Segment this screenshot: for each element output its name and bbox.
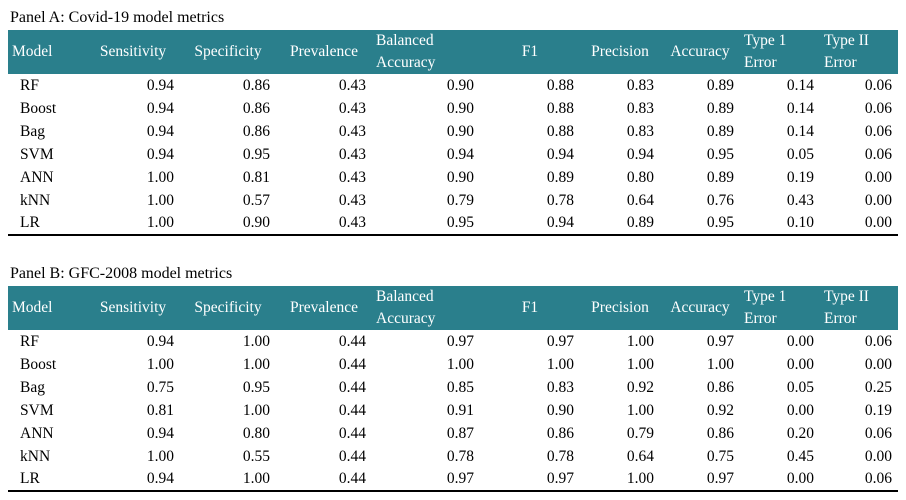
cell-accuracy: 0.89 [706, 168, 734, 186]
cell-specificity: 0.55 [242, 447, 270, 465]
cell-type2-error: 0.06 [864, 145, 892, 163]
cell-f1: 0.97 [480, 468, 580, 491]
cell-f1: 0.89 [546, 168, 574, 186]
cell-prevalence: 0.43 [338, 145, 366, 163]
cell-sensitivity: 1.00 [146, 447, 174, 465]
cell-type1-error: 0.43 [786, 191, 814, 209]
col-header-f1: F1 [521, 43, 539, 60]
header-row [8, 286, 898, 330]
cell-specificity: 1.00 [242, 355, 270, 373]
panel-b-body [8, 330, 898, 491]
cell-balanced-accuracy: 0.90 [446, 99, 474, 117]
cell-type2-error: 0.06 [864, 122, 892, 140]
cell-model: LR [8, 468, 86, 491]
cell-prevalence: 0.43 [338, 191, 366, 209]
cell-f1: 0.88 [546, 122, 574, 140]
cell-model: ANN [20, 168, 54, 186]
col-header-specificity: Specificity [194, 299, 262, 316]
cell-model: ANN [20, 424, 54, 442]
cell-prevalence: 0.43 [338, 168, 366, 186]
cell-specificity: 0.95 [242, 378, 270, 396]
table-row [8, 74, 898, 97]
col-header-model: Model [12, 43, 53, 60]
cell-sensitivity: 0.94 [146, 99, 174, 117]
cell-type1-error: 0.10 [740, 212, 820, 235]
table-row [8, 376, 898, 399]
col-header-model: Model [12, 299, 53, 316]
cell-prevalence: 0.44 [338, 332, 366, 350]
col-header-accuracy: Accuracy [670, 299, 730, 316]
cell-balanced-accuracy: 0.79 [446, 191, 474, 209]
type1-line1: Type 1 [744, 32, 787, 49]
cell-accuracy: 0.89 [706, 76, 734, 94]
cell-model: LR [8, 212, 86, 235]
cell-accuracy: 0.86 [706, 378, 734, 396]
type1-line2: Error [744, 310, 777, 327]
cell-balanced-accuracy: 0.95 [372, 212, 480, 235]
cell-model: RF [20, 332, 39, 350]
cell-precision: 0.64 [626, 447, 654, 465]
col-header-type1-error [740, 286, 820, 330]
cell-model: kNN [20, 191, 51, 209]
col-header-precision: Precision [591, 299, 649, 316]
col-header-type1-error [740, 30, 820, 74]
cell-f1: 0.88 [546, 76, 574, 94]
cell-f1: 1.00 [546, 355, 574, 373]
cell-type1-error: 0.00 [786, 355, 814, 373]
cell-specificity: 0.86 [242, 76, 270, 94]
cell-f1: 0.97 [546, 332, 574, 350]
cell-model: Bag [20, 122, 45, 140]
cell-balanced-accuracy: 0.90 [446, 168, 474, 186]
cell-sensitivity: 1.00 [146, 355, 174, 373]
cell-f1: 0.90 [546, 401, 574, 419]
panel-a-title: Panel A: Covid-19 model metrics [10, 9, 225, 26]
cell-balanced-accuracy: 0.94 [446, 145, 474, 163]
panel-b [8, 262, 898, 492]
cell-precision: 0.83 [626, 76, 654, 94]
cell-type1-error: 0.14 [786, 99, 814, 117]
cell-sensitivity: 0.94 [146, 122, 174, 140]
cell-type1-error: 0.20 [786, 424, 814, 442]
cell-f1: 0.94 [546, 145, 574, 163]
cell-prevalence: 0.44 [338, 424, 366, 442]
cell-sensitivity: 0.94 [146, 424, 174, 442]
cell-specificity: 0.90 [180, 212, 276, 235]
cell-precision: 1.00 [626, 355, 654, 373]
table-row [8, 120, 898, 143]
table-row [8, 189, 898, 212]
cell-prevalence: 0.44 [338, 447, 366, 465]
cell-balanced-accuracy: 0.90 [446, 76, 474, 94]
cell-type2-error: 0.00 [864, 168, 892, 186]
table-row [8, 468, 898, 491]
cell-balanced-accuracy: 0.85 [446, 378, 474, 396]
cell-accuracy: 0.95 [706, 145, 734, 163]
cell-precision: 0.94 [626, 145, 654, 163]
cell-type2-error: 0.25 [864, 378, 892, 396]
cell-specificity: 0.81 [242, 168, 270, 186]
balanced-line1: Balanced [376, 32, 434, 49]
cell-prevalence: 0.44 [338, 378, 366, 396]
cell-prevalence: 0.43 [338, 76, 366, 94]
cell-sensitivity: 0.75 [146, 378, 174, 396]
balanced-line1: Balanced [376, 288, 434, 305]
cell-balanced-accuracy: 0.97 [372, 468, 480, 491]
cell-type1-error: 0.05 [786, 378, 814, 396]
type2-line1: Type II [824, 288, 869, 305]
table-row [8, 143, 898, 166]
header-row [8, 30, 898, 74]
table-row [8, 97, 898, 120]
col-header-balanced-accuracy [372, 30, 480, 74]
type2-line1: Type II [824, 32, 869, 49]
col-header-specificity: Specificity [194, 43, 262, 60]
cell-type1-error: 0.05 [786, 145, 814, 163]
cell-type1-error: 0.45 [786, 447, 814, 465]
table-row [8, 399, 898, 422]
type2-line2: Error [824, 54, 857, 71]
cell-f1: 0.78 [546, 191, 574, 209]
type1-line2: Error [744, 54, 777, 71]
cell-prevalence: 0.43 [276, 212, 372, 235]
cell-type2-error: 0.06 [864, 424, 892, 442]
cell-type2-error: 0.00 [864, 355, 892, 373]
cell-precision: 0.79 [626, 424, 654, 442]
col-header-f1: F1 [521, 299, 539, 316]
cell-type2-error: 0.06 [864, 99, 892, 117]
cell-balanced-accuracy: 0.90 [446, 122, 474, 140]
cell-specificity: 1.00 [180, 468, 276, 491]
cell-precision: 0.83 [626, 99, 654, 117]
cell-model: RF [20, 76, 39, 94]
panel-a [8, 6, 898, 236]
col-header-sensitivity: Sensitivity [99, 43, 167, 60]
cell-accuracy: 0.97 [706, 332, 734, 350]
cell-precision: 0.80 [626, 168, 654, 186]
cell-accuracy: 0.89 [706, 122, 734, 140]
cell-sensitivity: 0.81 [146, 401, 174, 419]
col-header-sensitivity: Sensitivity [99, 299, 167, 316]
cell-accuracy: 1.00 [706, 355, 734, 373]
cell-sensitivity: 0.94 [86, 468, 180, 491]
cell-balanced-accuracy: 1.00 [446, 355, 474, 373]
col-header-type2-error [820, 286, 898, 330]
table-row [8, 166, 898, 189]
cell-balanced-accuracy: 0.78 [446, 447, 474, 465]
cell-precision: 1.00 [580, 468, 660, 491]
col-header-precision: Precision [591, 43, 649, 60]
cell-model: Boost [20, 355, 57, 373]
cell-type1-error: 0.19 [786, 168, 814, 186]
cell-f1: 0.83 [546, 378, 574, 396]
cell-specificity: 1.00 [242, 401, 270, 419]
cell-sensitivity: 1.00 [86, 212, 180, 235]
cell-model: Bag [20, 378, 45, 396]
balanced-line2: Accuracy [376, 310, 436, 327]
table-row [8, 422, 898, 445]
cell-precision: 0.92 [626, 378, 654, 396]
cell-type2-error: 0.00 [864, 447, 892, 465]
cell-specificity: 0.86 [242, 122, 270, 140]
col-header-prevalence: Prevalence [290, 299, 358, 316]
table-row [8, 353, 898, 376]
cell-f1: 0.78 [546, 447, 574, 465]
cell-accuracy: 0.97 [660, 468, 740, 491]
cell-sensitivity: 0.94 [146, 332, 174, 350]
cell-model: kNN [20, 447, 51, 465]
cell-type2-error: 0.00 [820, 212, 898, 235]
cell-model: Boost [20, 99, 57, 117]
type1-line1: Type 1 [744, 288, 787, 305]
table-row [8, 445, 898, 468]
cell-accuracy: 0.92 [706, 401, 734, 419]
cell-specificity: 0.80 [242, 424, 270, 442]
cell-type1-error: 0.00 [786, 332, 814, 350]
cell-f1: 0.86 [546, 424, 574, 442]
col-header-prevalence: Prevalence [290, 43, 358, 60]
cell-model: SVM [20, 145, 54, 163]
cell-balanced-accuracy: 0.97 [446, 332, 474, 350]
cell-sensitivity: 1.00 [146, 168, 174, 186]
cell-type2-error: 0.19 [864, 401, 892, 419]
cell-balanced-accuracy: 0.87 [446, 424, 474, 442]
cell-sensitivity: 0.94 [146, 145, 174, 163]
panel-b-title: Panel B: GFC-2008 model metrics [10, 265, 233, 282]
balanced-line2: Accuracy [376, 54, 436, 71]
cell-type2-error: 0.06 [864, 76, 892, 94]
cell-sensitivity: 1.00 [146, 191, 174, 209]
cell-prevalence: 0.44 [276, 468, 372, 491]
cell-type1-error: 0.14 [786, 122, 814, 140]
cell-precision: 1.00 [626, 332, 654, 350]
cell-specificity: 1.00 [242, 332, 270, 350]
cell-prevalence: 0.43 [338, 99, 366, 117]
cell-accuracy: 0.95 [660, 212, 740, 235]
cell-prevalence: 0.44 [338, 401, 366, 419]
cell-type2-error: 0.06 [820, 468, 898, 491]
cell-precision: 0.64 [626, 191, 654, 209]
col-header-accuracy: Accuracy [670, 43, 730, 60]
cell-accuracy: 0.75 [706, 447, 734, 465]
panel-a-table [8, 30, 898, 236]
table-row [8, 330, 898, 353]
cell-type1-error: 0.00 [786, 401, 814, 419]
cell-specificity: 0.86 [242, 99, 270, 117]
col-header-balanced-accuracy [372, 286, 480, 330]
cell-type2-error: 0.06 [864, 332, 892, 350]
type2-line2: Error [824, 310, 857, 327]
cell-precision: 1.00 [626, 401, 654, 419]
cell-accuracy: 0.86 [706, 424, 734, 442]
cell-prevalence: 0.43 [338, 122, 366, 140]
cell-f1: 0.94 [480, 212, 580, 235]
cell-accuracy: 0.89 [706, 99, 734, 117]
cell-type1-error: 0.14 [786, 76, 814, 94]
cell-type1-error: 0.00 [740, 468, 820, 491]
cell-accuracy: 0.76 [706, 191, 734, 209]
cell-prevalence: 0.44 [338, 355, 366, 373]
cell-specificity: 0.57 [242, 191, 270, 209]
cell-model: SVM [20, 401, 54, 419]
cell-precision: 0.89 [580, 212, 660, 235]
cell-sensitivity: 0.94 [146, 76, 174, 94]
col-header-type2-error [820, 30, 898, 74]
cell-balanced-accuracy: 0.91 [446, 401, 474, 419]
table-row [8, 212, 898, 235]
cell-precision: 0.83 [626, 122, 654, 140]
panel-b-table [8, 286, 898, 492]
cell-specificity: 0.95 [242, 145, 270, 163]
cell-f1: 0.88 [546, 99, 574, 117]
cell-type2-error: 0.00 [864, 191, 892, 209]
panel-a-body [8, 74, 898, 235]
